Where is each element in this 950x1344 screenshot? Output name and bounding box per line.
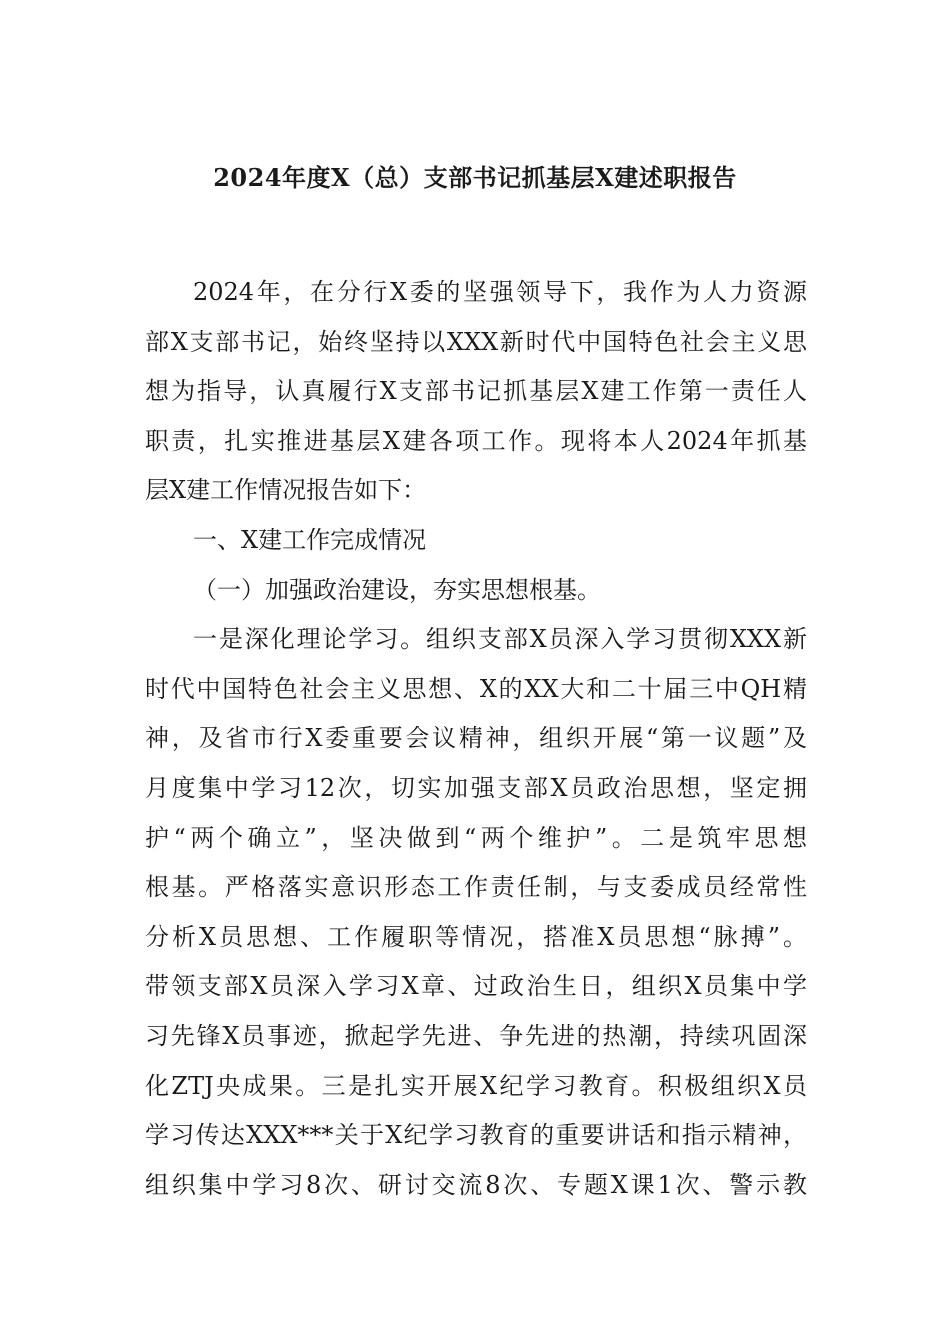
section-heading: 一、X建工作完成情况 [193,525,427,554]
text-line: 神，及省市行X委重要会议精神，组织开展“第一议题”及 [145,724,807,753]
text-line: 护“两个确立”，坚决做到“两个维护”。二是筑牢思想 [145,823,807,852]
text-line: 想为指导，认真履行X支部书记抓基层X建工作第一责任人 [145,377,807,406]
text-line: 根基。严格落实意识形态工作责任制，与支委成员经常性 [145,873,807,902]
text-line: 化ZTJ央成果。三是扎实开展X纪学习教育。积极组织X员 [145,1071,807,1100]
subsection-heading: （一）加强政治建设，夯实思想根基。 [193,575,601,604]
text-line: 部X支部书记，始终坚持以XXX新时代中国特色社会主义思 [145,327,807,356]
text-line: 时代中国特色社会主义思想、X的XX大和二十届三中QH精 [145,674,807,703]
text-line: 一是深化理论学习。组织支部X员深入学习贯彻XXX新 [193,625,807,654]
text-line: 月度集中学习12次，切实加强支部X员政治思想，坚定拥 [145,773,807,802]
text-line: 习先锋X员事迹，掀起学先进、争先进的热潮，持续巩固深 [145,1021,807,1050]
text-line: 职责，扎实推进基层X建各项工作。现将本人2024年抓基 [145,426,807,455]
document-title: 2024年度X（总）支部书记抓基层X建述职报告 [213,163,737,192]
text-line: 2024年，在分行X委的坚强领导下，我作为人力资源 [193,278,807,306]
text-line: 层X建工作情况报告如下： [145,476,427,505]
text-line: 学习传达XXX***关于X纪学习教育的重要讲话和指示精神， [145,1121,807,1150]
text-line: 组织集中学习8次、研讨交流8次、专题X课1次、警示教 [145,1170,807,1199]
document-body [145,268,807,1210]
text-line: 分析X员思想、工作履职等情况，搭准X员思想“脉搏”。 [145,922,807,951]
text-line: 带领支部X员深入学习X章、过政治生日，组织X员集中学 [145,972,807,1001]
